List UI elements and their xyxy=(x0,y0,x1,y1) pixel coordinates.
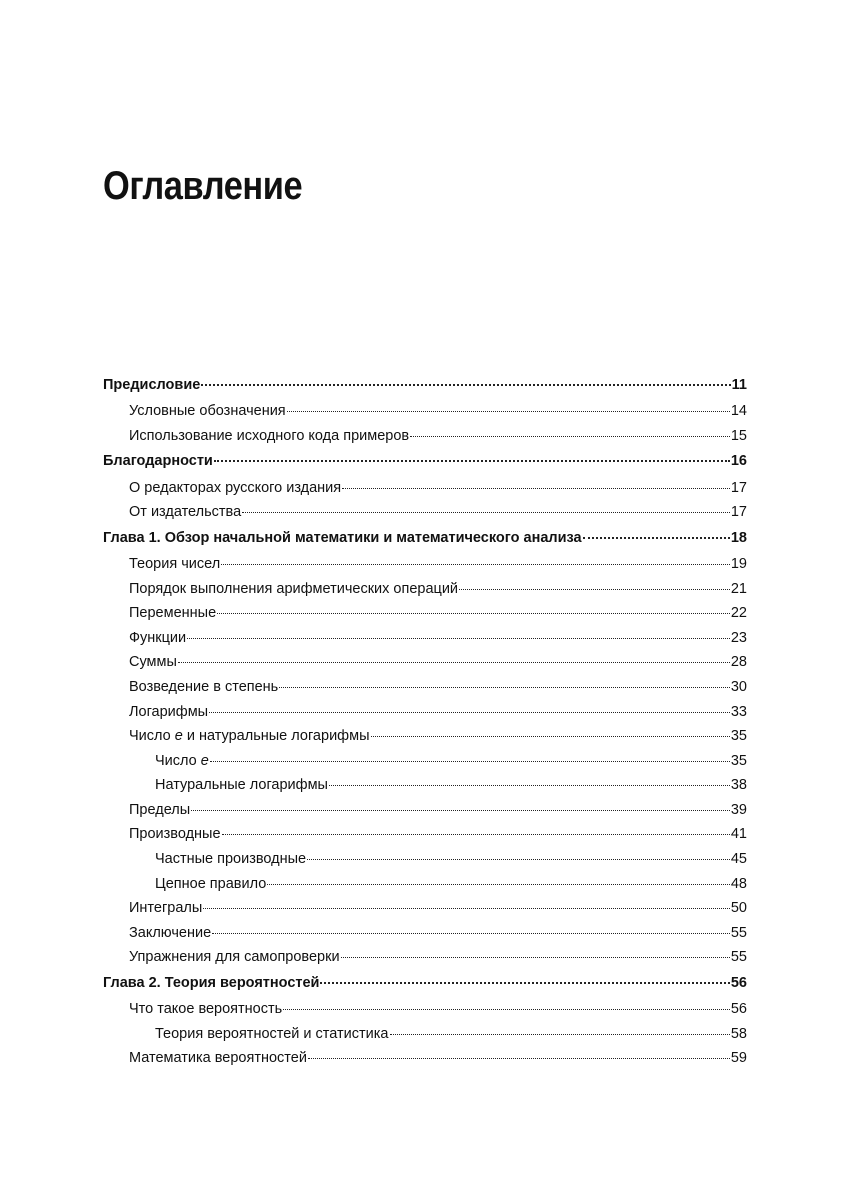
toc-page-number: 56 xyxy=(730,975,747,992)
dot-leader xyxy=(267,884,730,885)
dot-leader xyxy=(279,687,730,688)
toc-page-number: 35 xyxy=(730,728,747,745)
dot-leader xyxy=(187,638,730,639)
table-of-contents xyxy=(103,372,747,1071)
toc-entry-title: Условные обозначения xyxy=(129,403,286,420)
toc-entry-title: Число e xyxy=(155,752,209,769)
dot-leader xyxy=(203,908,730,909)
dot-leader xyxy=(242,512,730,513)
toc-page-number: 15 xyxy=(730,427,747,444)
toc-section-entry[interactable] xyxy=(103,1046,747,1071)
toc-chapter-entry[interactable] xyxy=(103,970,747,997)
toc-entry-title: Число e и натуральные логарифмы xyxy=(129,728,370,745)
page-title: Оглавление xyxy=(103,164,303,208)
dot-leader xyxy=(287,411,730,412)
toc-page-number: 56 xyxy=(730,1001,747,1018)
toc-page-number: 18 xyxy=(730,529,747,546)
dot-leader xyxy=(583,537,730,539)
toc-entry-title: Переменные xyxy=(129,605,217,622)
toc-page-number: 33 xyxy=(730,703,747,720)
toc-section-entry[interactable] xyxy=(103,424,747,449)
toc-section-entry[interactable] xyxy=(103,500,747,525)
toc-entry-title: От издательства xyxy=(129,504,242,521)
toc-section-entry[interactable] xyxy=(103,700,747,725)
dot-leader xyxy=(283,1009,730,1010)
dot-leader xyxy=(221,564,730,565)
toc-page-number: 11 xyxy=(731,377,747,393)
toc-section-entry[interactable] xyxy=(103,822,747,847)
toc-entry-title: Цепное правило xyxy=(155,875,267,892)
toc-entry-title: Упражнения для самопроверки xyxy=(129,949,340,966)
toc-page-number: 14 xyxy=(730,403,747,420)
dot-leader xyxy=(308,1058,730,1059)
toc-entry-title: Глава 2. Теория вероятностей xyxy=(103,975,320,992)
toc-section-entry[interactable] xyxy=(103,577,747,602)
toc-section-entry[interactable] xyxy=(103,601,747,626)
toc-entry-title: Что такое вероятность xyxy=(129,1001,283,1018)
dot-leader xyxy=(209,712,730,713)
toc-entry-title: Натуральные логарифмы xyxy=(155,777,328,794)
toc-entry-title: Функции xyxy=(129,629,187,646)
toc-page-number: 17 xyxy=(730,479,747,496)
dot-leader xyxy=(320,982,729,984)
toc-entry-title: Благодарности xyxy=(103,453,213,470)
dot-leader xyxy=(178,662,730,663)
toc-entry-title: Интегралы xyxy=(129,900,203,917)
toc-entry-title: Теория вероятностей и статистика xyxy=(155,1025,389,1042)
toc-page-number: 55 xyxy=(730,924,747,941)
math-variable: e xyxy=(174,728,183,745)
toc-entry-title: Заключение xyxy=(129,924,212,941)
toc-section-entry[interactable] xyxy=(103,399,747,424)
toc-section-entry[interactable] xyxy=(103,945,747,970)
dot-leader xyxy=(212,933,730,934)
toc-entry-title: Суммы xyxy=(129,654,177,671)
toc-subsection-entry[interactable] xyxy=(103,749,747,774)
dot-leader xyxy=(307,859,730,860)
dot-leader xyxy=(342,488,730,489)
toc-entry-title: Возведение в степень xyxy=(129,678,279,695)
toc-entry-title: Глава 1. Обзор начальной математики и математического анализа xyxy=(103,529,582,546)
toc-section-entry[interactable] xyxy=(103,476,747,501)
toc-entry-title: Предисловие xyxy=(103,377,201,393)
toc-chapter-entry[interactable] xyxy=(103,372,747,399)
toc-page-number: 55 xyxy=(730,949,747,966)
toc-section-entry[interactable] xyxy=(103,997,747,1022)
toc-entry-title: Производные xyxy=(129,826,221,843)
toc-page-number: 39 xyxy=(730,801,747,818)
toc-page-number: 30 xyxy=(730,678,747,695)
toc-subsection-entry[interactable] xyxy=(103,872,747,897)
dot-leader xyxy=(214,460,730,462)
dot-leader xyxy=(410,436,730,437)
dot-leader xyxy=(371,736,730,737)
toc-section-entry[interactable] xyxy=(103,675,747,700)
math-variable: e xyxy=(200,752,209,769)
dot-leader xyxy=(459,589,730,590)
dot-leader xyxy=(210,761,730,762)
toc-page-number: 22 xyxy=(730,605,747,622)
toc-page-number: 48 xyxy=(730,875,747,892)
toc-entry-title: Порядок выполнения арифметических операций xyxy=(129,580,459,597)
toc-section-entry[interactable] xyxy=(103,724,747,749)
toc-entry-title: Пределы xyxy=(129,801,191,818)
toc-page-number: 35 xyxy=(730,752,747,769)
dot-leader xyxy=(329,785,730,786)
toc-page-number: 17 xyxy=(730,504,747,521)
toc-entry-title: Частные производные xyxy=(155,851,307,868)
toc-entry-title: Логарифмы xyxy=(129,703,209,720)
toc-section-entry[interactable] xyxy=(103,921,747,946)
toc-page-number: 16 xyxy=(730,453,747,470)
toc-page-number: 19 xyxy=(730,555,747,572)
toc-entry-title: Теория чисел xyxy=(129,555,221,572)
toc-page-number: 21 xyxy=(730,580,747,597)
toc-page-number: 38 xyxy=(730,777,747,794)
toc-section-entry[interactable] xyxy=(103,552,747,577)
toc-page-number: 28 xyxy=(730,654,747,671)
toc-subsection-entry[interactable] xyxy=(103,1022,747,1047)
dot-leader xyxy=(222,834,730,835)
toc-chapter-entry[interactable] xyxy=(103,525,747,552)
toc-page-number: 59 xyxy=(730,1050,747,1067)
toc-entry-title: Математика вероятностей xyxy=(129,1050,307,1067)
toc-page-number: 50 xyxy=(730,900,747,917)
toc-page-number: 58 xyxy=(730,1025,747,1042)
toc-section-entry[interactable] xyxy=(103,798,747,823)
dot-leader xyxy=(201,384,730,386)
toc-section-entry[interactable] xyxy=(103,896,747,921)
dot-leader xyxy=(217,613,730,614)
toc-page-number: 23 xyxy=(730,629,747,646)
toc-chapter-entry[interactable] xyxy=(103,448,747,475)
toc-page-number: 41 xyxy=(730,826,747,843)
toc-subsection-entry[interactable] xyxy=(103,847,747,872)
toc-section-entry[interactable] xyxy=(103,650,747,675)
toc-page-number: 45 xyxy=(730,851,747,868)
dot-leader xyxy=(191,810,730,811)
toc-subsection-entry[interactable] xyxy=(103,773,747,798)
toc-entry-title: О редакторах русского издания xyxy=(129,479,342,496)
toc-entry-title: Использование исходного кода примеров xyxy=(129,427,410,444)
dot-leader xyxy=(390,1034,730,1035)
toc-section-entry[interactable] xyxy=(103,626,747,651)
dot-leader xyxy=(341,957,730,958)
